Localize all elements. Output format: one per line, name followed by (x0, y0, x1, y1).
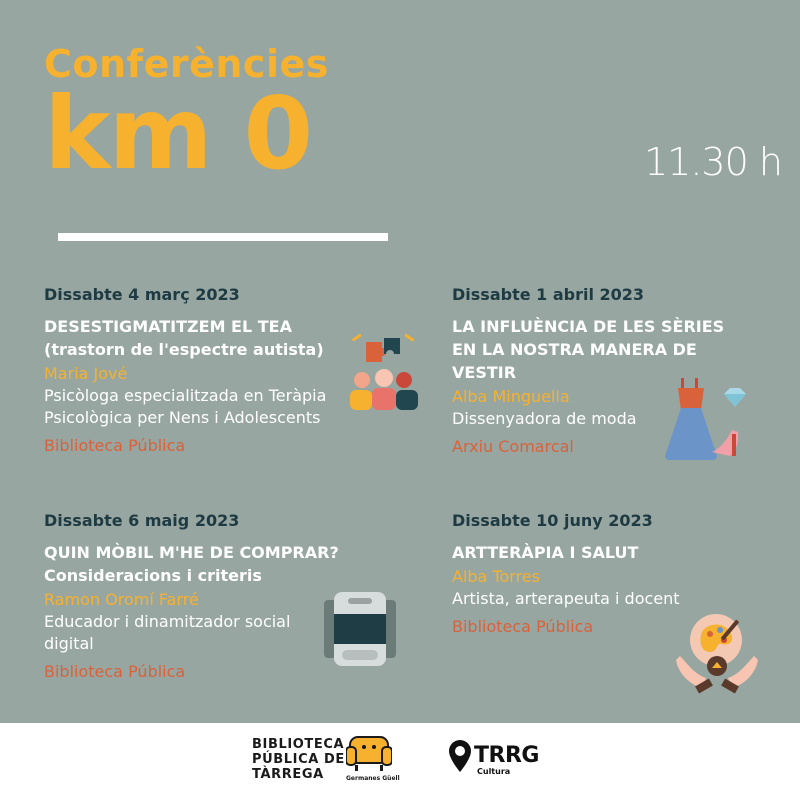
event-venue: Arxiu Comarcal (452, 437, 574, 456)
location-pin-icon (448, 739, 472, 773)
library-logo-line: BIBLIOTECA (252, 737, 345, 752)
armchair-icon (346, 735, 392, 771)
event-speaker: Maria Jové (44, 364, 128, 383)
mobile-phone-icon (320, 590, 400, 668)
event-time: 11.30 h (644, 140, 782, 184)
event-venue: Biblioteca Pública (452, 617, 594, 636)
event-card-3 (44, 511, 344, 683)
event-date: Dissabte 10 juny 2023 (452, 511, 653, 530)
event-date: Dissabte 1 abril 2023 (452, 285, 645, 304)
event-talk-line: LA INFLUÈNCIA DE LES SÈRIES (452, 317, 725, 336)
title-km0: km 0 (44, 75, 312, 192)
event-speaker: Alba Minguella (452, 387, 570, 406)
event-role-line: Psicòloga especialitzada en Teràpia (44, 386, 327, 405)
event-talk-line: EN LA NOSTRA MANERA DE (452, 340, 697, 359)
event-role-line: Psicològica per Nens i Adolescents (44, 408, 321, 427)
divider-rule (58, 233, 388, 241)
event-speaker: Alba Torres (452, 567, 540, 586)
event-venue: Biblioteca Pública (44, 436, 186, 455)
trrg-logo-sub: Cultura (477, 767, 511, 776)
library-logo-sub: Germanes Güell (346, 775, 400, 782)
trrg-logo-text: TRRG (474, 743, 539, 768)
fashion-dress-icon (664, 378, 746, 464)
event-talk-line: QUIN MÒBIL M'HE DE COMPRAR? (44, 543, 339, 562)
event-speaker: Ramon Oromí Farré (44, 590, 199, 609)
event-talk-line: Consideracions i criteris (44, 566, 262, 585)
footer (0, 723, 800, 799)
event-talk-line: ARTTERÀPIA I SALUT (452, 543, 639, 562)
event-talk-line: (trastorn de l'espectre autista) (44, 340, 324, 359)
library-logo (252, 737, 400, 782)
library-logo-line: TÀRREGA (252, 767, 324, 782)
event-venue: Biblioteca Pública (44, 662, 186, 681)
event-date: Dissabte 4 març 2023 (44, 285, 240, 304)
event-talk-line: VESTIR (452, 363, 517, 382)
event-role-line: Educador i dinamitzador social (44, 612, 291, 631)
event-card-1 (44, 285, 354, 457)
event-talk-line: DESESTIGMATITZEM EL TEA (44, 317, 292, 336)
art-therapy-icon (676, 612, 758, 700)
event-role-line: digital (44, 634, 94, 653)
event-role-line: Dissenyadora de moda (452, 409, 637, 428)
library-logo-line: PÚBLICA DE (252, 752, 345, 767)
event-role-line: Artista, arterapeuta i docent (452, 589, 680, 608)
event-date: Dissabte 6 maig 2023 (44, 511, 240, 530)
autism-puzzle-people-icon (346, 330, 422, 414)
title-conferencies: Conferències (44, 42, 329, 86)
